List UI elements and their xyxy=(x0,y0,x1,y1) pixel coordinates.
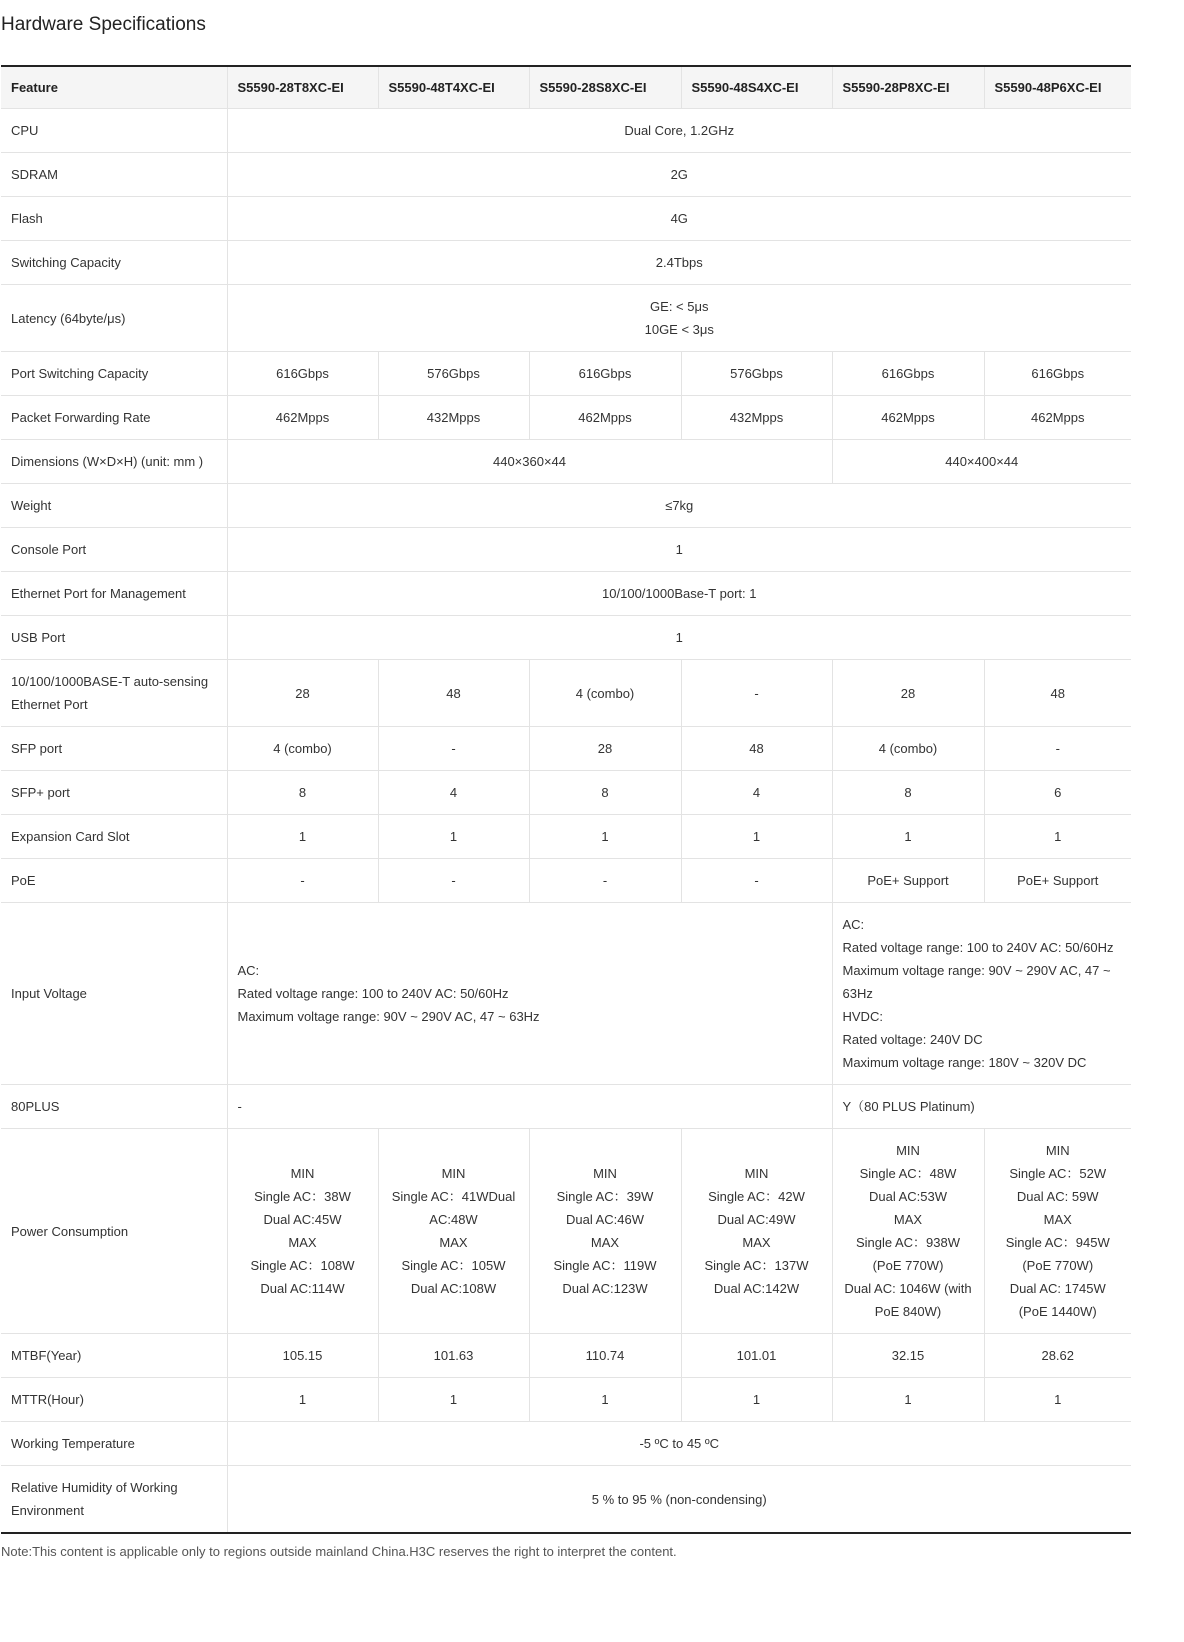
feature-label: SFP+ port xyxy=(1,771,227,815)
spec-value: 32.15 xyxy=(832,1334,984,1378)
spec-line: MAX xyxy=(893,1212,923,1227)
spec-value: 462Mpps xyxy=(529,396,681,440)
spec-line: MIN xyxy=(1045,1143,1070,1158)
spec-line: Maximum voltage range: 180V ~ 320V DC xyxy=(842,1055,1087,1070)
spec-line: Rated voltage range: 100 to 240V AC: 50/60Hz xyxy=(237,986,509,1001)
column-header: S5590-28P8XC-EI xyxy=(832,66,984,109)
spec-value: 8 xyxy=(227,771,378,815)
spec-line: MAX xyxy=(742,1235,771,1250)
spec-value: 5 % to 95 % (non-condensing) xyxy=(591,1491,767,1507)
spec-value xyxy=(529,1129,681,1334)
spec-value: 1 xyxy=(378,1378,529,1422)
spec-line: Maximum voltage range: 90V ~ 290V AC, 47 ~ 63Hz xyxy=(842,963,1111,1001)
column-header: S5590-48S4XC-EI xyxy=(681,66,832,109)
spec-value: - xyxy=(227,1085,832,1129)
spec-value: 462Mpps xyxy=(984,396,1131,440)
spec-value: 1 xyxy=(227,616,1131,660)
spec-value: 101.63 xyxy=(378,1334,529,1378)
feature-label: Ethernet Port for Management xyxy=(1,572,227,616)
spec-value: 48 xyxy=(378,660,529,727)
feature-label: CPU xyxy=(1,109,227,153)
row-mtbf xyxy=(1,1334,1131,1378)
spec-value: - xyxy=(227,859,378,903)
spec-line: Single AC：105W xyxy=(401,1258,506,1273)
spec-value xyxy=(227,285,1131,352)
spec-value: - xyxy=(378,727,529,771)
spec-value: 432Mpps xyxy=(681,396,832,440)
feature-label: 80PLUS xyxy=(1,1085,227,1129)
spec-value: 2G xyxy=(227,153,1131,197)
spec-value: - xyxy=(378,859,529,903)
spec-value: 1 xyxy=(529,815,681,859)
spec-line: GE: < 5μs xyxy=(650,299,709,314)
page-title: Hardware Specifications xyxy=(1,14,206,35)
spec-line: Single AC：137W xyxy=(704,1258,809,1273)
feature-label: Expansion Card Slot xyxy=(1,815,227,859)
spec-line: MAX xyxy=(439,1235,468,1250)
spec-value: 1 xyxy=(832,815,984,859)
row-mgmt-port xyxy=(1,572,1131,616)
row-switching-capacity xyxy=(1,241,1131,285)
spec-value: 4 (combo) xyxy=(832,727,984,771)
spec-line: Rated voltage range: 100 to 240V AC: 50/60Hz xyxy=(842,940,1114,955)
spec-line: Rated voltage: 240V DC xyxy=(842,1032,983,1047)
spec-value: 1 xyxy=(984,815,1131,859)
feature-label: MTTR(Hour) xyxy=(1,1378,227,1422)
row-dimensions xyxy=(1,440,1131,484)
spec-line: Single AC：48W xyxy=(859,1166,957,1181)
spec-value: 8 xyxy=(832,771,984,815)
row-cpu xyxy=(1,109,1131,153)
column-header: S5590-28S8XC-EI xyxy=(529,66,681,109)
spec-value: 10/100/1000Base-T port: 1 xyxy=(227,572,1131,616)
spec-line: MAX xyxy=(288,1235,317,1250)
spec-line: Single AC：119W xyxy=(553,1258,657,1273)
spec-line: Dual AC:123W xyxy=(562,1281,648,1296)
spec-value: 1 xyxy=(681,1378,832,1422)
spec-value: 462Mpps xyxy=(832,396,984,440)
spec-value: 1 xyxy=(227,815,378,859)
row-port-switching xyxy=(1,352,1131,396)
spec-line: Dual AC: 1745W (PoE 1440W) xyxy=(1009,1281,1106,1319)
row-mttr xyxy=(1,1378,1131,1422)
spec-value: PoE+ Support xyxy=(832,859,984,903)
spec-value xyxy=(681,1129,832,1334)
spec-line: Dual AC:142W xyxy=(713,1281,800,1296)
spec-value: 105.15 xyxy=(227,1334,378,1378)
spec-value: 576Gbps xyxy=(378,352,529,396)
spec-value: - xyxy=(681,660,832,727)
spec-value: 110.74 xyxy=(529,1334,681,1378)
feature-label: Input Voltage xyxy=(1,903,227,1085)
spec-value: 101.01 xyxy=(681,1334,832,1378)
spec-value xyxy=(984,1129,1131,1334)
spec-value xyxy=(832,903,1131,1085)
feature-label: PoE xyxy=(1,859,227,903)
spec-line: Dual AC:108W xyxy=(410,1281,497,1296)
spec-value: 1 xyxy=(681,815,832,859)
column-header: S5590-28T8XC-EI xyxy=(227,66,378,109)
feature-label: SFP port xyxy=(1,727,227,771)
spec-value: ≤7kg xyxy=(227,484,1131,528)
spec-value xyxy=(832,1129,984,1334)
row-forwarding-rate xyxy=(1,396,1131,440)
spec-value: 1 xyxy=(832,1378,984,1422)
feature-label: Working Temperature xyxy=(1,1422,227,1466)
row-sfp-port xyxy=(1,727,1131,771)
spec-value: 616Gbps xyxy=(832,352,984,396)
spec-value: 432Mpps xyxy=(378,396,529,440)
column-header: S5590-48T4XC-EI xyxy=(378,66,529,109)
row-expansion-slot xyxy=(1,815,1131,859)
spec-line: 10GE < 3μs xyxy=(644,322,714,337)
row-working-temperature xyxy=(1,1422,1131,1466)
spec-value: - xyxy=(529,859,681,903)
spec-line: Single AC：945W (PoE 770W) xyxy=(1005,1235,1110,1273)
spec-value: 1 xyxy=(227,1378,378,1422)
spec-value: -5 ºC to 45 ºC xyxy=(227,1422,1131,1466)
spec-value: 462Mpps xyxy=(227,396,378,440)
feature-label: Port Switching Capacity xyxy=(1,352,227,396)
spec-line: MAX xyxy=(590,1235,620,1250)
feature-label: Flash xyxy=(1,197,227,241)
spec-line: Single AC：38W xyxy=(254,1189,351,1204)
spec-line: Single AC：39W xyxy=(556,1189,654,1204)
feature-label: Dimensions (W×D×H) (unit: mm ) xyxy=(1,440,227,484)
spec-value: 1 xyxy=(529,1378,681,1422)
row-console-port xyxy=(1,528,1131,572)
row-poe xyxy=(1,859,1131,903)
spec-line: Dual AC:49W xyxy=(717,1212,796,1227)
spec-line: HVDC: xyxy=(842,1009,883,1024)
spec-line: MIN xyxy=(441,1166,466,1181)
spec-value xyxy=(227,1129,378,1334)
feature-label: Packet Forwarding Rate xyxy=(1,396,227,440)
feature-label: USB Port xyxy=(1,616,227,660)
spec-value: 28 xyxy=(832,660,984,727)
spec-value: - xyxy=(984,727,1131,771)
spec-line: AC: xyxy=(842,917,865,932)
spec-value: 6 xyxy=(984,771,1131,815)
spec-value: 616Gbps xyxy=(227,352,378,396)
spec-value: 440×360×44 xyxy=(227,440,832,484)
feature-label: MTBF(Year) xyxy=(1,1334,227,1378)
spec-line: Dual AC: 1046W (with PoE 840W) xyxy=(844,1281,972,1319)
spec-value: 576Gbps xyxy=(681,352,832,396)
spec-value: 4 xyxy=(681,771,832,815)
spec-value: 616Gbps xyxy=(984,352,1131,396)
row-latency xyxy=(1,285,1131,352)
spec-value: Y（80 PLUS Platinum) xyxy=(832,1085,1131,1129)
spec-value: 4G xyxy=(227,197,1131,241)
header-row xyxy=(1,66,1131,109)
feature-label: Power Consumption xyxy=(1,1129,227,1334)
row-80plus xyxy=(1,1085,1131,1129)
spec-value: 2.4Tbps xyxy=(227,241,1131,285)
row-usb-port xyxy=(1,616,1131,660)
row-sdram xyxy=(1,153,1131,197)
spec-value: 4 (combo) xyxy=(529,660,681,727)
feature-label: SDRAM xyxy=(1,153,227,197)
spec-value: 616Gbps xyxy=(529,352,681,396)
spec-value: 1 xyxy=(378,815,529,859)
footnote: Note:This content is applicable only to regions outside mainland China.H3C reserves the right to interpret the content. xyxy=(1,1544,677,1559)
spec-value: 4 (combo) xyxy=(227,727,378,771)
row-input-voltage xyxy=(1,903,1131,1085)
spec-value: 440×400×44 xyxy=(832,440,1131,484)
spec-value: 28.62 xyxy=(984,1334,1131,1378)
spec-value: 8 xyxy=(529,771,681,815)
spec-value: 28 xyxy=(227,660,378,727)
spec-value: 28 xyxy=(529,727,681,771)
row-ethernet-port xyxy=(1,660,1131,727)
spec-line: Dual AC: 59W xyxy=(1016,1189,1099,1204)
spec-value: 1 xyxy=(227,528,1131,572)
column-header: S5590-48P6XC-EI xyxy=(984,66,1131,109)
spec-line: Single AC：938W (PoE 770W) xyxy=(855,1235,961,1273)
spec-line: Single AC：52W xyxy=(1009,1166,1107,1181)
spec-line: Dual AC:45W xyxy=(263,1212,342,1227)
row-weight xyxy=(1,484,1131,528)
spec-line: Dual AC:114W xyxy=(260,1281,345,1296)
row-flash xyxy=(1,197,1131,241)
spec-line: Single AC：42W xyxy=(708,1189,805,1204)
spec-line: Single AC：41WDual AC:48W xyxy=(391,1189,516,1227)
spec-value: 48 xyxy=(984,660,1131,727)
feature-label: Weight xyxy=(1,484,227,528)
spec-line: Dual AC:53W xyxy=(868,1189,948,1204)
spec-line: MAX xyxy=(1043,1212,1072,1227)
spec-line: Dual AC:46W xyxy=(565,1212,645,1227)
spec-value: PoE+ Support xyxy=(984,859,1131,903)
spec-line: Single AC：108W xyxy=(250,1258,355,1273)
spec-value: 1 xyxy=(984,1378,1131,1422)
spec-value xyxy=(378,1129,529,1334)
row-power-consumption xyxy=(1,1129,1131,1334)
spec-value: 4 xyxy=(378,771,529,815)
spec-line: MIN xyxy=(290,1166,315,1181)
spec-line: Maximum voltage range: 90V ~ 290V AC, 47 ~ 63Hz xyxy=(237,1009,540,1024)
column-header: Feature xyxy=(1,66,227,109)
spec-value xyxy=(227,903,832,1085)
row-sfpplus-port xyxy=(1,771,1131,815)
spec-line: AC: xyxy=(237,963,260,978)
feature-label: 10/100/1000BASE-T auto-sensing Ethernet Port xyxy=(1,660,227,727)
spec-table xyxy=(1,65,1131,1534)
spec-line: MIN xyxy=(744,1166,769,1181)
spec-line: MIN xyxy=(896,1143,920,1158)
feature-label: Latency (64byte/μs) xyxy=(1,285,227,352)
spec-value: - xyxy=(681,859,832,903)
feature-label: Switching Capacity xyxy=(1,241,227,285)
spec-line: MIN xyxy=(593,1166,617,1181)
feature-label: Relative Humidity of Working Environment xyxy=(1,1466,227,1534)
spec-value: 48 xyxy=(681,727,832,771)
spec-value: Dual Core, 1.2GHz xyxy=(227,109,1131,153)
row-humidity xyxy=(1,1466,1131,1534)
feature-label: Console Port xyxy=(1,528,227,572)
